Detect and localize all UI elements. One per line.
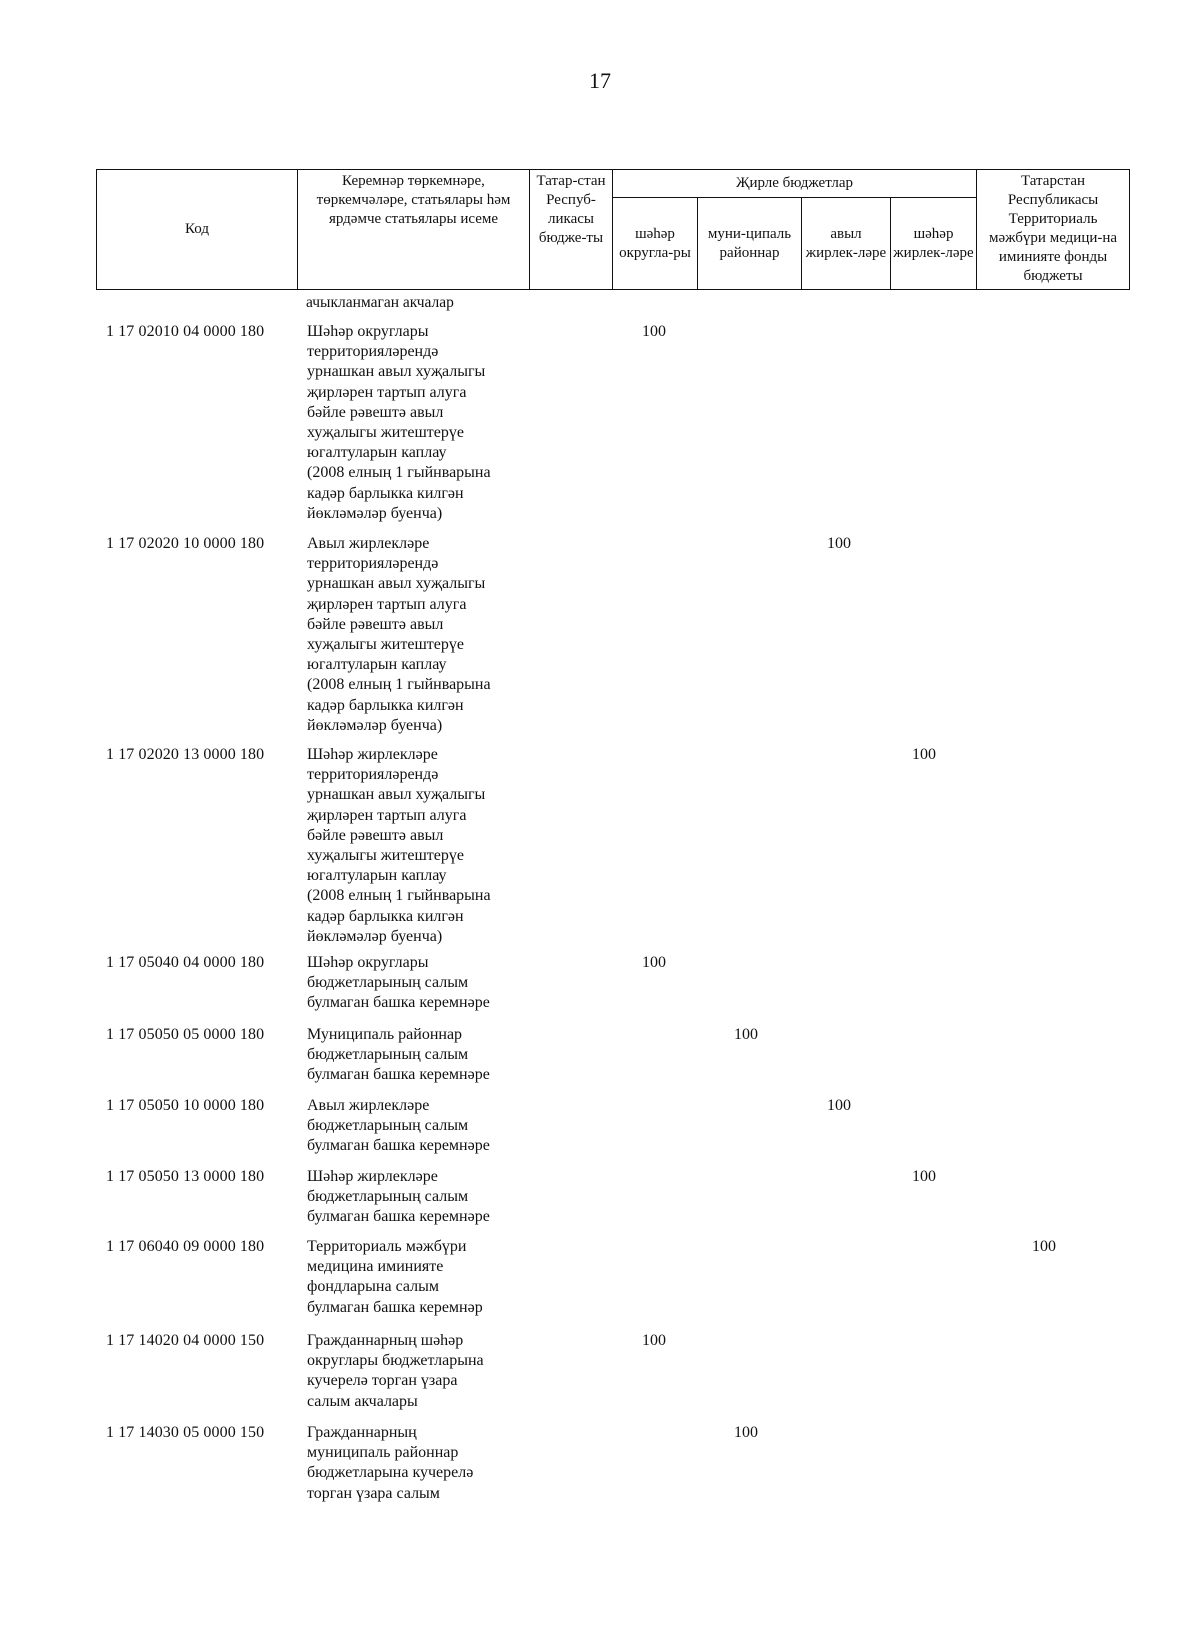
row-name-line: бәйле рәвештә авыл <box>307 403 444 421</box>
row-name <box>307 953 524 1014</box>
row-value: 100 <box>642 1332 666 1349</box>
row-name-line: бюджетларының салым <box>307 1046 469 1064</box>
row-name-line: Авыл жирлекләре <box>307 1097 430 1114</box>
row-name-line: Шәһәр жирлекләре <box>307 746 438 763</box>
row-name-line: йөкләмәләр буенча) <box>307 504 443 522</box>
row-value: 100 <box>642 323 666 340</box>
table-header <box>96 169 1130 290</box>
header-republic-budget: Татар-стан Респуб-ликасы бюдже-ты <box>530 170 613 290</box>
row-name-line: бәйле рәвештә авыл <box>307 615 444 633</box>
page-number: 17 <box>589 68 611 93</box>
row-name-line: бюджетларының салым <box>307 1117 469 1135</box>
row-code: 1 17 02020 10 0000 180 <box>106 535 265 552</box>
row-code: 1 17 05050 13 0000 180 <box>106 1168 265 1185</box>
row-name-line: булмаган башка керемнәр <box>307 1298 483 1316</box>
row-name-line: җирләрен тартып алуга <box>307 806 467 824</box>
row-name-line: җирләрен тартып алуга <box>307 383 467 401</box>
row-value: 100 <box>912 746 936 763</box>
row-name-line: медицина иминияте <box>307 1258 444 1276</box>
row-name-line: булмаган башка керемнәре <box>307 1137 490 1155</box>
header-municipal-districts: муни-ципаль районнар <box>698 198 802 290</box>
row-name-line: Шәһәр округлары <box>307 954 429 971</box>
row-value: 100 <box>827 535 851 552</box>
row-value: 100 <box>912 1168 936 1185</box>
row-name-line: территорияләрендә <box>307 555 439 573</box>
row-name-line: Шәһәр округлары <box>307 323 429 340</box>
row-code: 1 17 05040 04 0000 180 <box>106 954 265 971</box>
row-name-line: кадәр барлыкка килгән <box>307 696 464 714</box>
row-name-line: бюджетларының салым <box>307 974 469 992</box>
row-name <box>307 534 524 736</box>
row-name-line: булмаган башка керемнәре <box>307 994 490 1012</box>
row-name-line: югалтуларын каплау <box>307 867 447 885</box>
row-name-line: (2008 елның 1 гыйнварына <box>307 887 491 905</box>
header-name: Керемнәр төркемнәре, төркемчәләре, статьялары һәм ярдәмче статьялары исеме <box>298 170 530 290</box>
row-name <box>307 1025 524 1086</box>
row-name-line: булмаган башка керемнәре <box>307 1066 490 1084</box>
row-code: 1 17 14030 05 0000 150 <box>106 1424 265 1441</box>
row-name-line: муниципаль районнар <box>307 1444 459 1462</box>
row-name-line: кадәр барлыкка килгән <box>307 907 464 925</box>
header-local-budgets: Җирле бюджетлар <box>613 170 977 198</box>
row-name <box>307 1237 524 1318</box>
header-code: Код <box>97 170 298 290</box>
row-name-line: Гражданнарның <box>307 1424 417 1441</box>
row-name <box>307 1423 524 1504</box>
row-name-line: югалтуларын каплау <box>307 656 447 674</box>
header-rural-settlements: авыл жирлек-ләре <box>802 198 891 290</box>
row-name-line: территорияләрендә <box>307 766 439 784</box>
row-name-line: урнашкан авыл хуҗалыгы <box>307 575 486 593</box>
row-name-line: җирләрен тартып алуга <box>307 595 467 613</box>
continuation-text: ачыкланмаган акчалар <box>306 294 454 311</box>
row-name-line: хуҗалыгы житештерүе <box>307 847 464 865</box>
row-code: 1 17 02010 04 0000 180 <box>106 323 265 340</box>
row-name-line: Муниципаль районнар <box>307 1026 463 1043</box>
row-value: 100 <box>1032 1238 1056 1255</box>
row-name-line: салым акчалары <box>307 1392 418 1410</box>
row-name-line: йөкләмәләр буенча) <box>307 716 443 734</box>
row-name-line: булмаган башка керемнәре <box>307 1208 490 1226</box>
row-name-line: бюджетларының салым <box>307 1188 469 1206</box>
row-name-line: кадәр барлыкка килгән <box>307 484 464 502</box>
row-name-line: фондларына салым <box>307 1278 439 1296</box>
row-name-line: округлары бюджетларына <box>307 1352 484 1370</box>
row-value: 100 <box>734 1424 758 1441</box>
row-name <box>307 1331 524 1412</box>
row-value: 100 <box>827 1097 851 1114</box>
header-tfoms: Татарстан Республикасы Территориаль мәжбүри медици-на иминияте фонды бюджеты <box>977 170 1130 290</box>
row-name-line: Территориаль мәжбүри <box>307 1238 467 1255</box>
header-urban-settlements: шәһәр жирлек-ләре <box>891 198 977 290</box>
row-value: 100 <box>642 954 666 971</box>
row-name-line: Авыл жирлекләре <box>307 535 430 552</box>
row-name-line: хуҗалыгы житештерүе <box>307 636 464 654</box>
row-name-line: территорияләрендә <box>307 343 439 361</box>
row-name <box>307 1096 524 1157</box>
row-code: 1 17 05050 05 0000 180 <box>106 1026 265 1043</box>
row-name-line: кучерелә торган үзара <box>307 1372 458 1390</box>
row-name-line: (2008 елның 1 гыйнварына <box>307 676 491 694</box>
row-name-line: (2008 елның 1 гыйнварына <box>307 464 491 482</box>
row-name-line: урнашкан авыл хуҗалыгы <box>307 363 486 381</box>
row-name-line: югалтуларын каплау <box>307 444 447 462</box>
row-name-line: Шәһәр жирлекләре <box>307 1168 438 1185</box>
row-value: 100 <box>734 1026 758 1043</box>
row-code: 1 17 02020 13 0000 180 <box>106 746 265 763</box>
row-name-line: Гражданнарның шәһәр <box>307 1332 464 1349</box>
row-name <box>307 322 524 524</box>
row-name <box>307 745 524 947</box>
row-name-line: урнашкан авыл хуҗалыгы <box>307 786 486 804</box>
row-code: 1 17 05050 10 0000 180 <box>106 1097 265 1114</box>
header-city-districts: шәһәр округла-ры <box>613 198 698 290</box>
row-name-line: бәйле рәвештә авыл <box>307 826 444 844</box>
row-name <box>307 1167 524 1228</box>
row-name-line: йөкләмәләр буенча) <box>307 927 443 945</box>
row-code: 1 17 06040 09 0000 180 <box>106 1238 265 1255</box>
row-name-line: бюджетларына кучерелә <box>307 1464 474 1482</box>
row-name-line: хуҗалыгы житештерүе <box>307 424 464 442</box>
row-name-line: торган үзара салым <box>307 1484 440 1502</box>
row-code: 1 17 14020 04 0000 150 <box>106 1332 265 1349</box>
